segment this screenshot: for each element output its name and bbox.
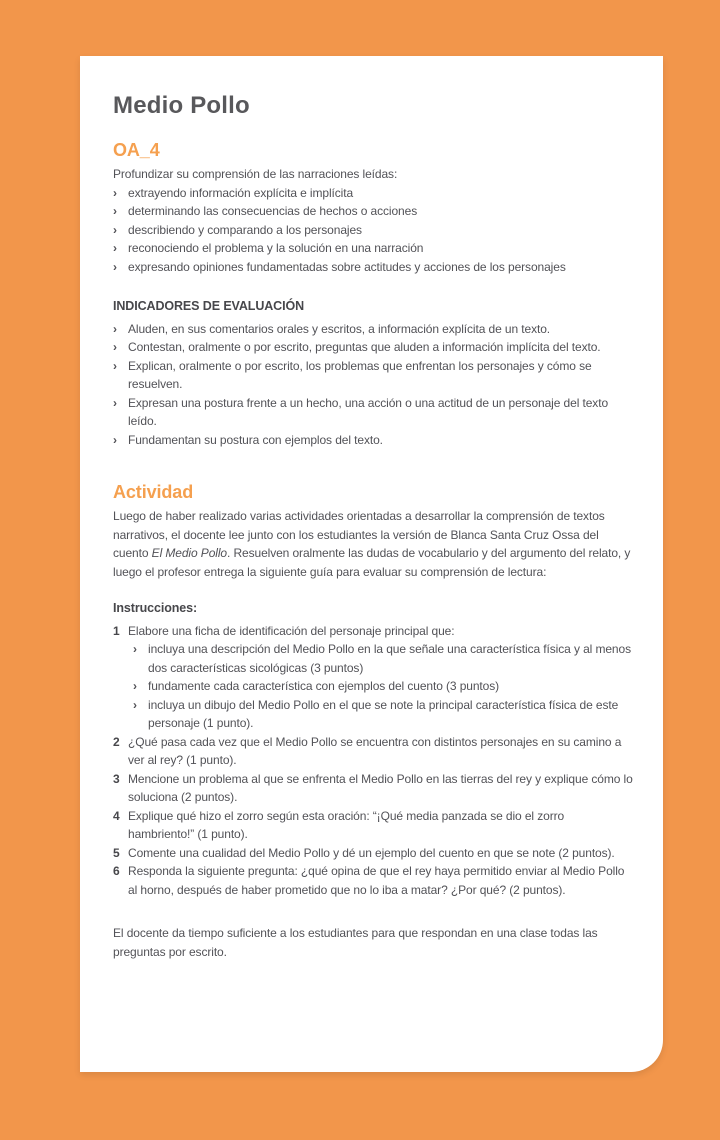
item-number: 4 — [113, 808, 120, 823]
actividad-section — [113, 482, 633, 961]
list-item — [133, 640, 633, 677]
worksheet-page — [80, 56, 663, 1072]
chevron-bullet-icon: › — [113, 241, 117, 255]
bullet-text: Expresan una postura frente a un hecho, una acción o una actitud de un personaje del texto leído. — [128, 395, 609, 428]
item-text: Explique qué hizo el zorro según esta oración: “¡Qué media panzada se dio el zorro hambriento!” (1 punto). — [128, 808, 565, 841]
page-title: Medio Pollo — [113, 92, 250, 119]
list-item — [113, 239, 633, 258]
bullet-text: Fundamentan su postura con ejemplos del texto. — [128, 432, 383, 447]
bullet-text: fundamente cada característica con ejemplos del cuento (3 puntos) — [148, 679, 500, 693]
list-item — [113, 320, 633, 339]
instruction-item — [113, 733, 633, 770]
bullet-text: describiendo y comparando a los personajes — [128, 222, 362, 237]
actividad-intro — [113, 507, 633, 581]
instruction-item — [113, 622, 633, 733]
instructions-label: Instrucciones: — [113, 601, 198, 615]
list-item — [113, 221, 633, 240]
list-item — [113, 258, 633, 277]
chevron-bullet-icon: › — [113, 358, 117, 373]
instruction-item — [113, 862, 633, 899]
bullet-text: incluya una descripción del Medio Pollo en la que señale una característica física y al menos dos características sicológicas (3 puntos) — [148, 642, 631, 675]
bullet-text: Aluden, en sus comentarios orales y escritos, a información explícita de un texto. — [128, 321, 551, 336]
indicadores-bullet-list — [113, 320, 633, 450]
instruction-item — [113, 844, 633, 863]
bullet-text: incluya un dibujo del Medio Pollo en el que se note la principal característica física de este personaje (1 punto). — [148, 697, 619, 730]
chevron-bullet-icon: › — [133, 697, 137, 712]
chevron-bullet-icon: › — [133, 679, 137, 693]
list-item — [113, 357, 633, 394]
intro-text-start: Luego de haber realizado varias actividades orientadas a desarrollar la comprensión de textos narrativos, el docente lee junto con los estudiantes la versión de Blanca Santa Cruz Ossa del cuento — [113, 509, 605, 560]
item-number: 5 — [113, 845, 120, 860]
list-item — [113, 338, 633, 357]
item-text: Responda la siguiente pregunta: ¿qué opina de que el rey haya permitido enviar al Medio Pollo al horno, después de haber prometido que no lo iba a matar? ¿Por qué? (2 puntos). — [128, 864, 625, 897]
list-item — [133, 696, 633, 733]
item-number: 1 — [113, 623, 120, 638]
list-item — [113, 431, 633, 450]
story-title-italic: El Medio Pollo — [151, 546, 227, 560]
instruction-item — [113, 807, 633, 844]
sub-bullet-list — [133, 640, 633, 733]
oa-intro: Profundizar su comprensión de las narraciones leídas: — [113, 167, 398, 181]
list-item — [133, 677, 633, 696]
chevron-bullet-icon: › — [113, 259, 117, 274]
indicadores-heading: INDICADORES DE EVALUACIÓN — [113, 299, 305, 313]
chevron-bullet-icon: › — [133, 642, 137, 656]
chevron-bullet-icon: › — [113, 204, 117, 218]
chevron-bullet-icon: › — [113, 185, 117, 200]
chevron-bullet-icon: › — [113, 432, 117, 447]
bullet-text: Contestan, oralmente o por escrito, preguntas que aluden a información implícita del texto. — [128, 340, 601, 354]
instructions-list — [113, 622, 633, 900]
item-text: Comente una cualidad del Medio Pollo y dé un ejemplo del cuento en que se note (2 puntos). — [128, 845, 615, 860]
oa-section — [113, 140, 633, 276]
bullet-text: determinando las consecuencias de hechos o acciones — [128, 204, 418, 218]
indicadores-section — [113, 297, 633, 449]
chevron-bullet-icon: › — [113, 222, 117, 237]
intro-text-end: . Resuelven oralmente las dudas de vocabulario y del argumento del relato, y luego el profesor entrega la siguiente guía para evaluar su comprensión de lectura: — [113, 546, 631, 579]
item-text: Mencione un problema al que se enfrenta el Medio Pollo en las tierras del rey y explique cómo lo soluciona (2 puntos). — [128, 771, 633, 804]
item-text: Elabore una ficha de identificación del personaje principal que: — [128, 623, 455, 638]
actividad-heading: Actividad — [113, 482, 194, 502]
item-number: 3 — [113, 771, 120, 786]
chevron-bullet-icon: › — [113, 395, 117, 410]
item-number: 2 — [113, 734, 120, 749]
bullet-text: Explican, oralmente o por escrito, los problemas que enfrentan los personajes y cómo se resuelven. — [128, 358, 592, 391]
bullet-text: reconociendo el problema y la solución en una narración — [128, 241, 424, 255]
closing-paragraph: El docente da tiempo suficiente a los estudiantes para que respondan en una clase todas las preguntas por escrito. — [113, 926, 598, 959]
instruction-item — [113, 770, 633, 807]
item-number: 6 — [113, 864, 120, 878]
list-item — [113, 184, 633, 203]
item-text: ¿Qué pasa cada vez que el Medio Pollo se encuentra con distintos personajes en su camino a ver al rey? (1 punto). — [128, 734, 622, 767]
bullet-text: extrayendo información explícita e implícita — [128, 185, 354, 200]
oa-bullet-list — [113, 184, 633, 277]
chevron-bullet-icon: › — [113, 340, 117, 354]
list-item — [113, 394, 633, 431]
oa-heading: OA_4 — [113, 140, 160, 160]
bullet-text: expresando opiniones fundamentadas sobre actitudes y acciones de los personajes — [128, 259, 566, 274]
list-item — [113, 202, 633, 221]
chevron-bullet-icon: › — [113, 321, 117, 336]
